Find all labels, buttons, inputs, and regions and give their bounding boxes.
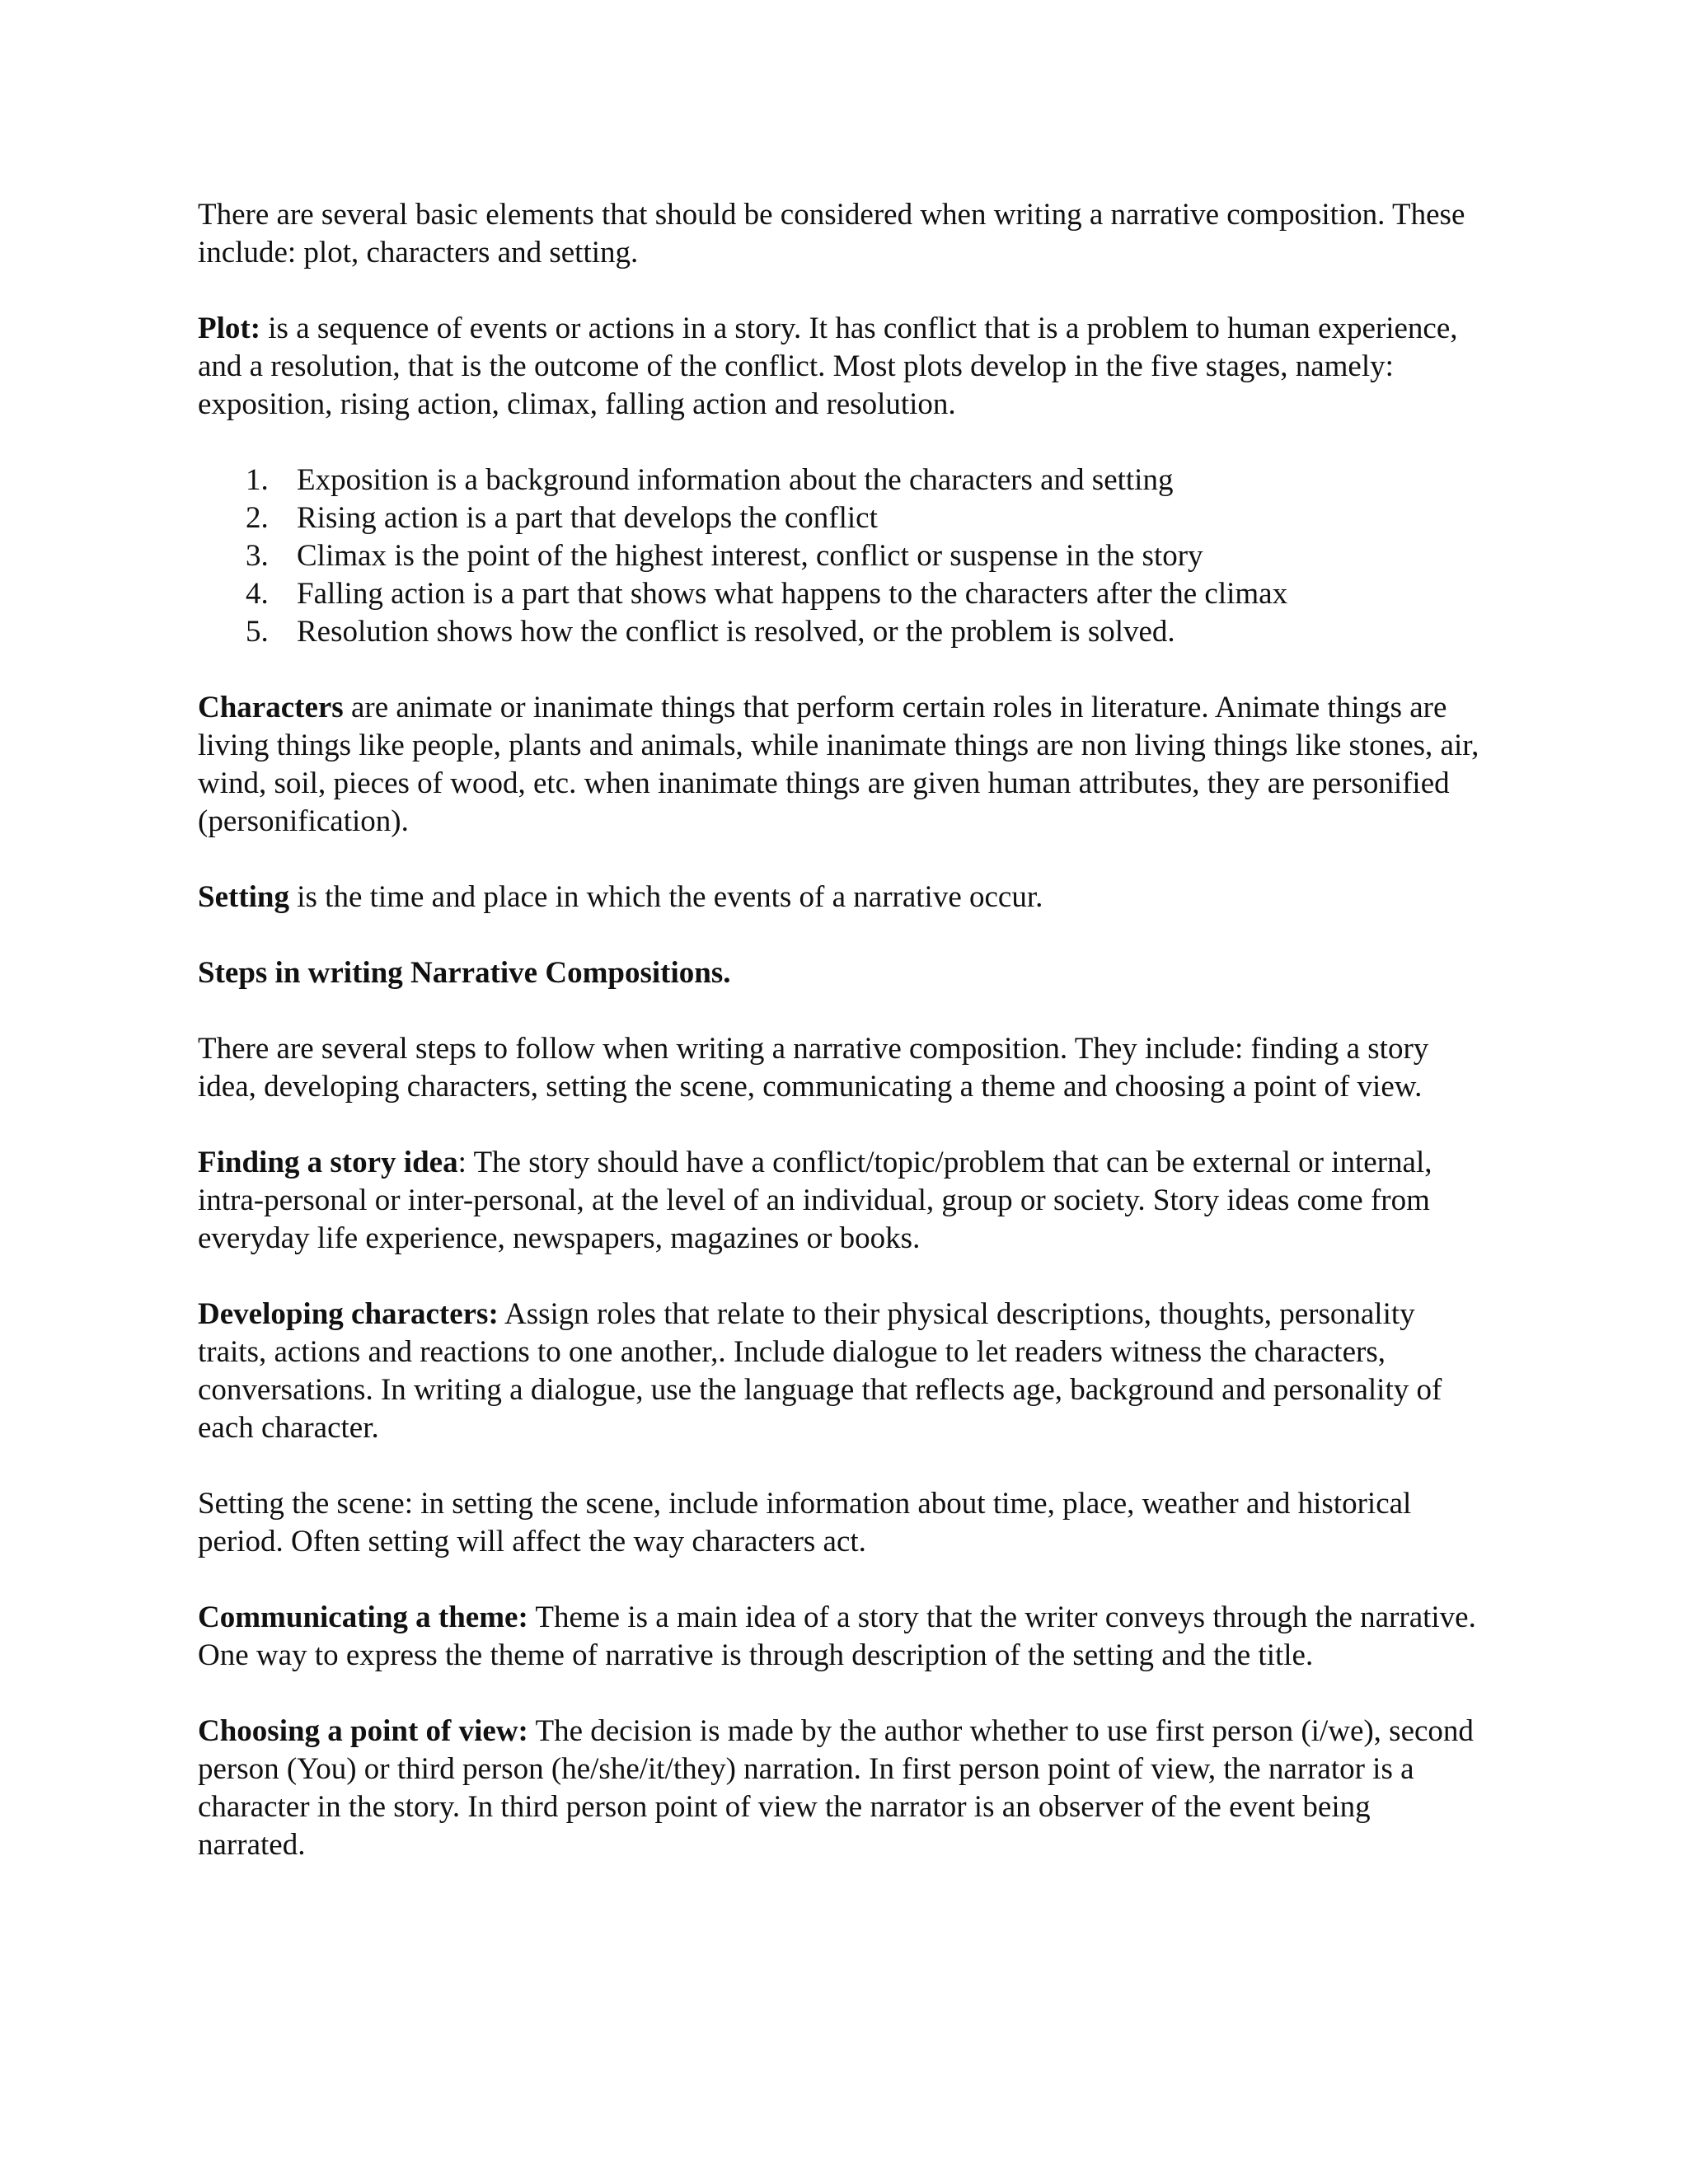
list-item-text: Rising action is a part that develops the conflict (297, 501, 878, 535)
document-page (198, 196, 1484, 1902)
communicating-theme-text: Theme is a main idea of a story that the writer conveys through the narrative. One way to express the theme of narrative is through description of the setting and the title. (198, 1601, 1476, 1672)
list-item (246, 575, 1484, 613)
list-item-text: Exposition is a background information about the characters and setting (297, 463, 1174, 497)
list-item-text: Climax is the point of the highest interest, conflict or suspense in the story (297, 539, 1203, 573)
list-item (246, 613, 1484, 651)
list-item (246, 462, 1484, 499)
characters-paragraph (198, 689, 1484, 841)
list-number: 5. (246, 615, 269, 649)
plot-text: is a sequence of events or actions in a story. It has conflict that is a problem to human experience, and a resolution, that is the outcome of the conflict. Most plots develop in the five stages, namely: exposition, rising action, climax, falling action and resolution. (198, 312, 1458, 421)
finding-idea-paragraph (198, 1144, 1484, 1258)
communicating-theme-paragraph (198, 1599, 1484, 1675)
developing-characters-label: Developing characters: (198, 1297, 499, 1331)
finding-idea-text: : The story should have a conflict/topic/problem that can be external or internal, intra-personal or inter-personal, at the level of an individual, group or society. Story ideas come from everyday life experience, newspapers, magazines or books. (198, 1146, 1432, 1255)
characters-text: are animate or inanimate things that perform certain roles in literature. Animate things are living things like people, plants and animals, while inanimate things are non living things like stones, air, wind, soil, pieces of wood, etc. when inanimate things are given human attributes, they are personified (personification). (198, 691, 1479, 838)
setting-paragraph (198, 879, 1484, 916)
point-of-view-label: Choosing a point of view: (198, 1714, 528, 1748)
list-item-text: Falling action is a part that shows what happens to the characters after the climax (297, 577, 1288, 611)
finding-idea-label: Finding a story idea (198, 1146, 458, 1179)
list-item-text: Resolution shows how the conflict is resolved, or the problem is solved. (297, 615, 1175, 649)
list-number: 3. (246, 539, 269, 573)
developing-characters-paragraph (198, 1296, 1484, 1447)
plot-paragraph (198, 310, 1484, 424)
steps-intro-paragraph: There are several steps to follow when writing a narrative composition. They include: finding a story idea, developing characters, setting the scene, communicating a theme and choosing a point of view. (198, 1032, 1429, 1104)
setting-scene-paragraph: Setting the scene: in setting the scene, include information about time, place, weather and historical period. Often setting will affect the way characters act. (198, 1487, 1412, 1558)
characters-label: Characters (198, 691, 344, 724)
communicating-theme-label: Communicating a theme: (198, 1601, 528, 1634)
point-of-view-text: The decision is made by the author whether to use first person (i/we), second person (You) or third person (he/she/it/they) narration. In first person point of view, the narrator is a character in the story. In third person point of view the narrator is an observer of the event being narrated. (198, 1714, 1474, 1862)
setting-label: Setting (198, 880, 289, 914)
intro-paragraph: There are several basic elements that should be considered when writing a narrative composition. These include: plot, characters and setting. (198, 198, 1465, 269)
list-item (246, 499, 1484, 537)
list-number: 1. (246, 463, 269, 497)
developing-characters-text: Assign roles that relate to their physical descriptions, thoughts, personality traits, actions and reactions to one another,. Include dialogue to let readers witness the characters, conversations. In writing a dialogue, use the language that reflects age, background and personality of each character. (198, 1297, 1442, 1445)
plot-label: Plot: (198, 312, 261, 345)
steps-heading: Steps in writing Narrative Compositions. (198, 956, 731, 990)
plot-stages-list (198, 462, 1484, 651)
point-of-view-paragraph (198, 1713, 1484, 1864)
list-item (246, 537, 1484, 575)
list-number: 2. (246, 501, 269, 535)
setting-text: is the time and place in which the events of a narrative occur. (289, 880, 1043, 914)
list-number: 4. (246, 577, 269, 611)
